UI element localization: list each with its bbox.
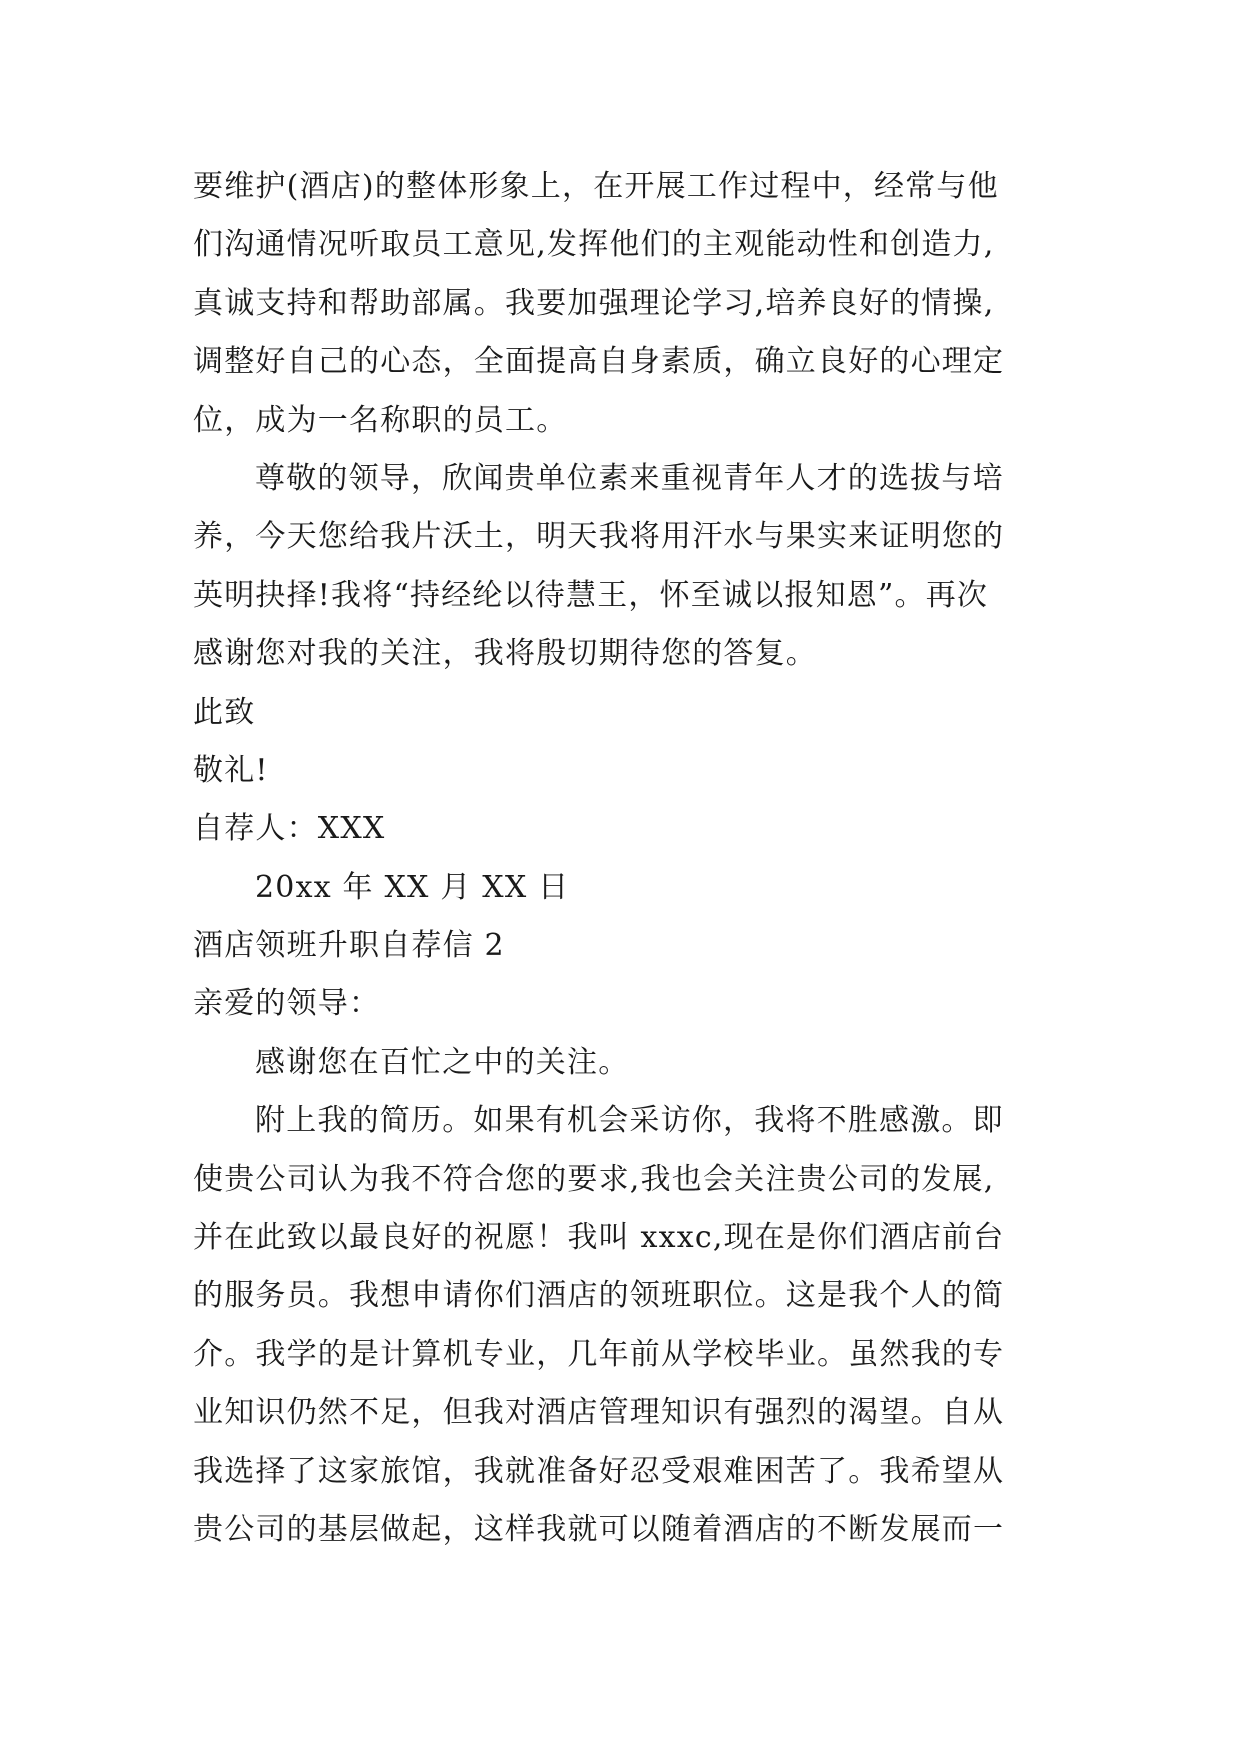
text-line: 尊敬的领导，欣闻贵单位素来重视青年人才的选拔与培 bbox=[255, 460, 1004, 496]
text-line: 调整好自己的心态，全面提高自身素质，确立良好的心理定 bbox=[193, 344, 1005, 380]
date-line: 20xx 年 XX 月 XX 日 bbox=[255, 869, 570, 905]
text-line: 位，成为一名称职的员工。 bbox=[193, 402, 568, 438]
text-line: 附上我的简历。如果有机会采访你，我将不胜感激。即 bbox=[255, 1103, 1004, 1139]
text-line: 业知识仍然不足，但我对酒店管理知识有强烈的渴望。自从 bbox=[193, 1395, 1005, 1431]
text-line: 使贵公司认为我不符合您的要求,我也会关注贵公司的发展, bbox=[193, 1161, 995, 1197]
text-line: 养，今天您给我片沃土，明天我将用汗水与果实来证明您的 bbox=[193, 519, 1005, 555]
section-title: 酒店领班升职自荐信 2 bbox=[193, 928, 505, 964]
letter-body bbox=[193, 158, 1053, 1559]
closing-salutation: 此致 bbox=[193, 694, 256, 730]
text-line: 我选择了这家旅馆，我就准备好忍受艰难困苦了。我希望从 bbox=[193, 1453, 1005, 1489]
text-line: 真诚支持和帮助部属。我要加强理论学习,培养良好的情操, bbox=[193, 285, 995, 321]
text-line: 贵公司的基层做起，这样我就可以随着酒店的不断发展而一 bbox=[193, 1511, 1005, 1547]
closing-regards: 敬礼! bbox=[193, 752, 269, 788]
text-line: 介。我学的是计算机专业，几年前从学校毕业。虽然我的专 bbox=[193, 1336, 1005, 1372]
text-line: 感谢您对我的关注，我将殷切期待您的答复。 bbox=[193, 636, 817, 672]
text-line: 的服务员。我想申请你们酒店的领班职位。这是我个人的简 bbox=[193, 1278, 1005, 1314]
text-line: 们沟通情况听取员工意见,发挥他们的主观能动性和创造力, bbox=[193, 227, 995, 263]
signature-line: 自荐人：XXX bbox=[193, 811, 386, 847]
greeting-line: 亲爱的领导： bbox=[193, 986, 381, 1022]
text-line: 要维护(酒店)的整体形象上，在开展工作过程中，经常与他 bbox=[193, 169, 999, 204]
text-line: 并在此致以最良好的祝愿！我叫 xxxc,现在是你们酒店前台 bbox=[193, 1220, 1005, 1256]
text-line: 英明抉择!我将“持经纶以待慧王，怀至诚以报知恩”。再次 bbox=[193, 577, 989, 613]
text-line: 感谢您在百忙之中的关注。 bbox=[255, 1044, 630, 1080]
